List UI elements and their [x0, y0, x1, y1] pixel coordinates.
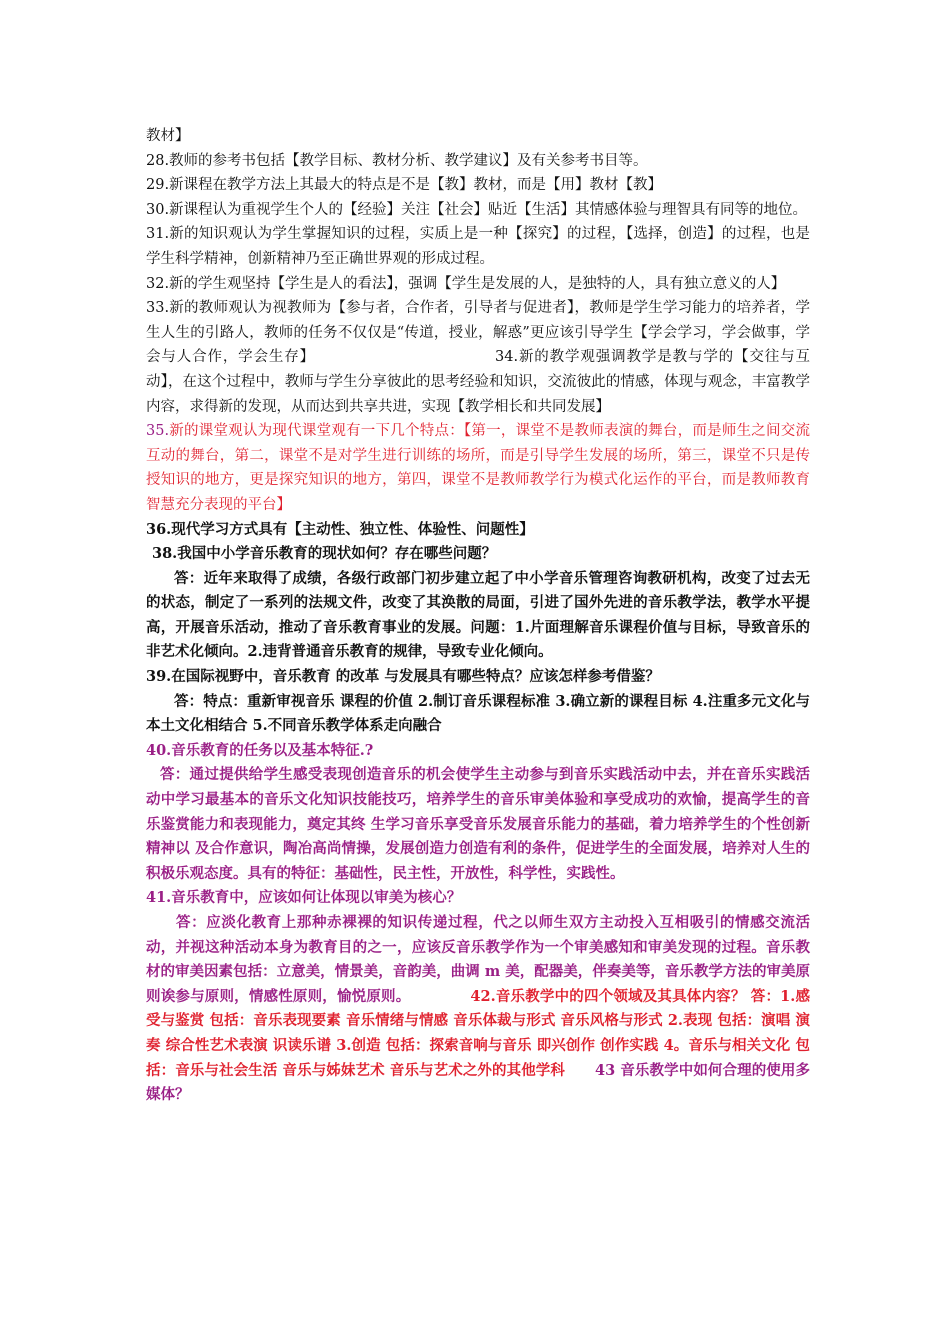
text-l35-number: 35. — [146, 423, 170, 440]
item-33-34 — [146, 296, 810, 419]
text-l31: 31.新的知识观认为学生掌握知识的过程，实质上是一种【探究】的过程，【选择，创造】的过程，也是学生科学精神，创新精神乃至正确世界观的形成过程。 — [146, 226, 810, 267]
text-l28: 28.教师的参考书包括【教学目标、教材分析、教学建议】及有关参考书目等。 — [146, 152, 648, 169]
question-38 — [146, 542, 810, 567]
text-l32: 32.新的学生观坚持【学生是人的看法】，强调【学生是发展的人，是独特的人，具有独立意义的人】 — [146, 275, 786, 292]
text-l30: 30.新课程认为重视学生个人的【经验】关注【社会】贴近【生活】其情感体验与理智具有同等的地位。 — [146, 201, 808, 218]
text-l38-answer: 答：近年来取得了成绩，各级行政部门初步建立起了中小学音乐管理咨询教研机构，改变了过去无的状态，制定了一系列的法规文件，改变了其涣散的局面，引进了国外先进的音乐教学法，教学水平提高，开展音乐活动，推动了音乐教育事业的发展。问题：1.片面理解音乐课程价值与目标，导致音乐的非艺术化倾向。2.违背普通音乐教育的规律，导致专业化倾向。 — [146, 569, 810, 661]
answer-40 — [146, 763, 810, 886]
question-41 — [146, 886, 810, 911]
text-l40-answer: 答：通过提供给学生感受表现创造音乐的机会使学生主动参与到音乐实践活动中去，并在音乐实践活动中学习最基本的音乐文化知识技能技巧，培养学生的音乐审美体验和享受成功的欢愉，提高学生的音乐鉴赏能力和表现能力，奠定其终 生学习音乐享受音乐发展音乐能力的基础，着力培养学生的个性创新精神以 及合作意识，陶冶高尚情操，发展创造力创造有利的条件，促进学生的全面发展，培养对人生的积极乐观态度。具有的特征：基础性，民主性，开放性，科学性，实践性。 — [146, 766, 810, 882]
text-l29: 29.新课程在教学方法上其最大的特点是不是【教】教材，而是【用】教材【教】 — [146, 177, 663, 194]
text-l43: 43 音乐教学中如何合理的使用多媒体？ — [146, 1061, 811, 1104]
item-28 — [146, 149, 810, 174]
item-29 — [146, 173, 810, 198]
text-l39-question: 39.在国际视野中，音乐教育 的改革 与发展具有哪些特点？应该怎样参考借鉴？ — [146, 668, 660, 686]
text-l38-question: 38.我国中小学音乐教育的现状如何？存在哪些问题？ — [152, 545, 497, 563]
item-30 — [146, 198, 810, 223]
item-36 — [146, 518, 810, 543]
item-32 — [146, 272, 810, 297]
item-35 — [146, 419, 810, 517]
line-textbook-end — [146, 124, 810, 149]
text-l34: 34.新的教学观强调教学是教与学的【交往与互动】，在这个过程中，教师与学生分享彼此的思考经验和知识，交流彼此的情感，体现与观念，丰富教学内容，求得新的发现，从而达到共享共进，实现【教学相长和共同发展】 — [146, 349, 811, 415]
text-l39-answer: 答：特点：重新审视音乐 课程的价值 2.制订音乐课程标准 3.确立新的课程目标 4.注重多元文化与本土文化相结合 5.不同音乐教学体系走向融合 — [146, 692, 810, 735]
answer-38 — [146, 567, 810, 665]
text-l35: 新的课堂观认为现代课堂观有一下几个特点：【第一，课堂不是教师表演的舞台，而是师生之间交流互动的舞台，第二，课堂不是对学生进行训练的场所，而是引导学生发展的场所，第三，课堂不只是传授知识的地方，更是探究知识的地方，第四，课堂不是教师教学行为模式化运作的平台，而是教师教育智慧充分表现的平台】 — [146, 423, 810, 513]
question-39 — [146, 665, 810, 690]
text-l0: 教材】 — [146, 128, 190, 144]
document-body — [146, 124, 810, 1108]
text-l40-question: 40.音乐教育的任务以及基本特征.? — [146, 741, 374, 759]
question-40 — [146, 739, 810, 764]
text-l41-question: 41.音乐教育中，应该如何让体现以审美为核心？ — [146, 889, 462, 907]
item-31 — [146, 222, 810, 271]
answer-39 — [146, 690, 810, 739]
text-l33: 33.新的教师观认为视教师为【参与者，合作者，引导者与促进者】，教师是学生学习能力的培养者，学生人生的引路人，教师的任务不仅仅是“传道，授业，解惑”更应该引导学生【学会学习，学会做事，学会与人合作，学会生存】 — [146, 300, 810, 366]
text-l42: 42.音乐教学中的四个领域及其具体内容？ 答：1.感受与鉴赏 包括：音乐表现要素 音乐情绪与情感 音乐体裁与形式 音乐风格与形式 2.表现 包括：演唱 演奏 综合性艺术表演 识读乐谱 3.创造 包括：探索音响与音乐 即兴创作 创作实践 4。音乐与相关文化 包括：音乐与社会生活 音乐与姊妹艺术 音乐与艺术之外的其他学科 — [146, 987, 810, 1079]
text-l41-answer: 答：应淡化教育上那种赤裸裸的知识传递过程，代之以师生双方主动投入互相吸引的情感交流活动，并视这种活动本身为教育目的之一，应该反音乐教学作为一个审美感知和审美发现的过程。音乐教材的审美因素包括：立意美，情景美，音韵美，曲调 m 美，配器美，伴奏美等，音乐教学方法的审美原则诶参与原则，情感性原则，愉悦原则。 — [146, 914, 810, 1005]
answer-41-item-42-43 — [146, 911, 810, 1108]
text-l36: 36.现代学习方式具有【主动性、独立性、体验性、问题性】 — [146, 520, 534, 538]
